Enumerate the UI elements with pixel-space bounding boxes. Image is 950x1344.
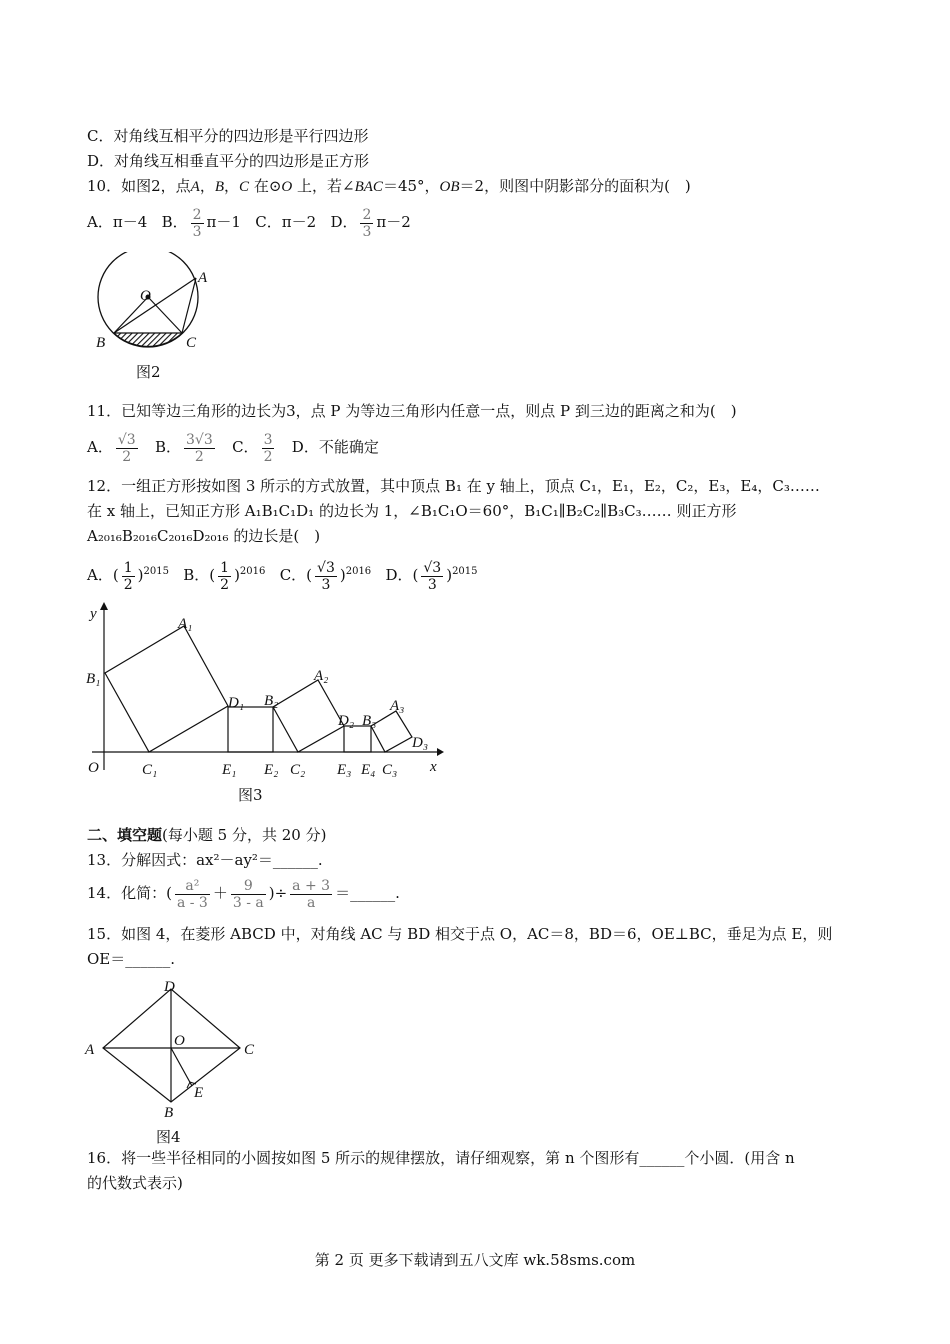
q14-fraction-3: $\frac{a + 3}{a}$ [292, 877, 331, 911]
q11-option-c-fraction: $\frac{3}{2}$ [263, 431, 273, 465]
q11-option-a-fraction: $\frac{√3}{2}$ [117, 431, 136, 465]
q14-stem: 14．化简：( $\frac{\text{a²}}{a - 3}$ ＋ $\frac{9}{3 - a}$ )÷ $\frac{a + 3}{a}$ ＝______. [87, 877, 400, 911]
q12-option-a-fraction: $\frac{1}{2}$ [123, 559, 133, 593]
q10-options: A．π－4 B． $\frac{2}{3}$ π－1 C．π－2 D． $\frac{2}{3}$ π－2 [87, 206, 411, 240]
figure-3-caption: 图3 [238, 786, 263, 804]
label-e2: E₂ [264, 762, 279, 778]
q10-option-b-fraction: $\frac{2}{3}$ [192, 206, 202, 240]
label-b3: B₃ [362, 713, 377, 729]
label-x: x [430, 759, 437, 775]
q10-option-b-label: B． [161, 213, 188, 231]
label-a2: A₂ [314, 668, 329, 684]
q12-stem-line1: 12．一组正方形按如图 3 所示的方式放置，其中顶点 B₁ 在 y 轴上，顶点 C₁，E₁，E₂，C₂，E₃，E₄，C₃…… [87, 477, 820, 495]
label-d: D [164, 979, 175, 995]
q12-option-b-fraction: $\frac{1}{2}$ [220, 559, 230, 593]
q13-stem: 13．分解因式：ax²－ay²＝______. [87, 851, 323, 869]
q14-fraction-1: $\frac{\text{a²}}{a - 3}$ [176, 877, 208, 911]
label-c2: C₂ [290, 762, 306, 778]
label-a: A [85, 1042, 95, 1058]
label-e3: E₃ [337, 762, 352, 778]
label-o: O [140, 288, 151, 304]
figure-4-rhombus-diagram [80, 974, 270, 1124]
label-c1: C₁ [142, 762, 158, 778]
figure-2-circle-diagram [88, 252, 228, 357]
q11-stem: 11．已知等边三角形的边长为3，点 P 为等边三角形内任意一点，则点 P 到三边的距离之和为( ) [87, 402, 737, 420]
label-c3: C₃ [382, 762, 398, 778]
label-d1: D₁ [228, 695, 245, 711]
q10-option-d-fraction: $\frac{2}{3}$ [362, 206, 372, 240]
label-c: C [244, 1042, 255, 1058]
label-e1: E₁ [222, 762, 237, 778]
figure-2-caption: 图2 [136, 363, 161, 381]
q10-option-d-label: D． [330, 213, 358, 231]
square-e1-e2 [228, 707, 273, 752]
shaded-segment [114, 333, 182, 346]
q11-options: A． $\frac{√3}{2}$ B． $\frac{3√3}{2}$ C． $\frac{3}{2}$ D．不能确定 [87, 431, 379, 465]
label-e4: E₄ [361, 762, 376, 778]
q12-options: A．( $\frac{1}{2}$ )$^{2015}$ B．( $\frac{1}{2}$ )$^{2016}$ C．( $\frac{√3}{3}$ )$^{2016}$ D．( $\frac{√3}{3}$ )$^{2015}$ [87, 559, 478, 593]
q15-stem-line2: OE＝______. [87, 950, 176, 968]
label-a3: A₃ [390, 698, 405, 714]
q11-option-b-fraction: $\frac{3√3}{2}$ [186, 431, 213, 465]
square-1 [105, 626, 228, 752]
label-b2: B₂ [264, 693, 279, 709]
q15-stem-line1: 15．如图 4，在菱形 ABCD 中，对角线 AC 与 BD 相交于点 O，AC＝8，BD＝6，OE⊥BC，垂足为点 E，则 [87, 925, 833, 943]
section-2-heading [87, 825, 326, 845]
label-a: A [198, 270, 208, 286]
label-e: E [194, 1085, 204, 1101]
label-c: C [186, 335, 197, 351]
q16-stem-line1: 16．将一些半径相同的小圆按如图 5 所示的规律摆放，请仔细观察，第 n 个图形有______个小圆．(用含 n [87, 1149, 795, 1167]
segment-oe [171, 1048, 192, 1086]
label-b: B [164, 1105, 174, 1121]
q10-stem: 10．如图2，点A，B，C 在⊙O 上，若∠BAC＝45°，OB＝2，则图中阴影部分的面积为( ) [87, 177, 691, 195]
square-e3-e4 [344, 726, 371, 752]
q10-option-c: C．π－2 [255, 213, 317, 231]
option-c-line: C．对角线互相平分的四边形是平行四边形 [87, 127, 369, 145]
section-2-title: 二、填空题 [87, 826, 163, 844]
label-y: y [90, 606, 97, 622]
q12-stem-line2: 在 x 轴上，已知正方形 A₁B₁C₁D₁ 的边长为 1，∠B₁C₁O＝60°，B₁C₁∥B₂C₂∥B₃C₃…… 则正方形 [87, 502, 737, 520]
q11-option-d: D．不能确定 [291, 438, 379, 456]
figure-4-caption: 图4 [156, 1128, 181, 1146]
q16-stem-line2: 的代数式表示) [87, 1174, 183, 1192]
label-o: O [174, 1033, 185, 1049]
page-footer: 第 2 页 更多下载请到五八文库 wk.58sms.com [314, 1251, 636, 1269]
label-b: B [96, 335, 106, 351]
square-3 [371, 711, 412, 752]
label-o: O [88, 760, 99, 776]
square-2 [273, 680, 344, 752]
option-d-line: D．对角线互相垂直平分的四边形是正方形 [87, 152, 370, 170]
figure-3-squares-diagram [82, 600, 452, 782]
section-2-note: (每小题 5 分，共 20 分) [162, 826, 327, 844]
label-d3: D₃ [412, 735, 429, 751]
q12-option-c-fraction: $\frac{√3}{3}$ [317, 559, 335, 593]
q12-stem-line3: A₂₀₁₆B₂₀₁₆C₂₀₁₆D₂₀₁₆ 的边长是( ) [87, 527, 321, 545]
q10-option-a: A．π－4 [87, 213, 148, 231]
label-d2: D₂ [338, 713, 355, 729]
label-a1: A₁ [178, 616, 193, 632]
q14-fraction-2: $\frac{9}{3 - a}$ [232, 877, 264, 911]
q12-option-d-fraction: $\frac{√3}{3}$ [423, 559, 442, 593]
label-b1: B₁ [86, 671, 101, 687]
